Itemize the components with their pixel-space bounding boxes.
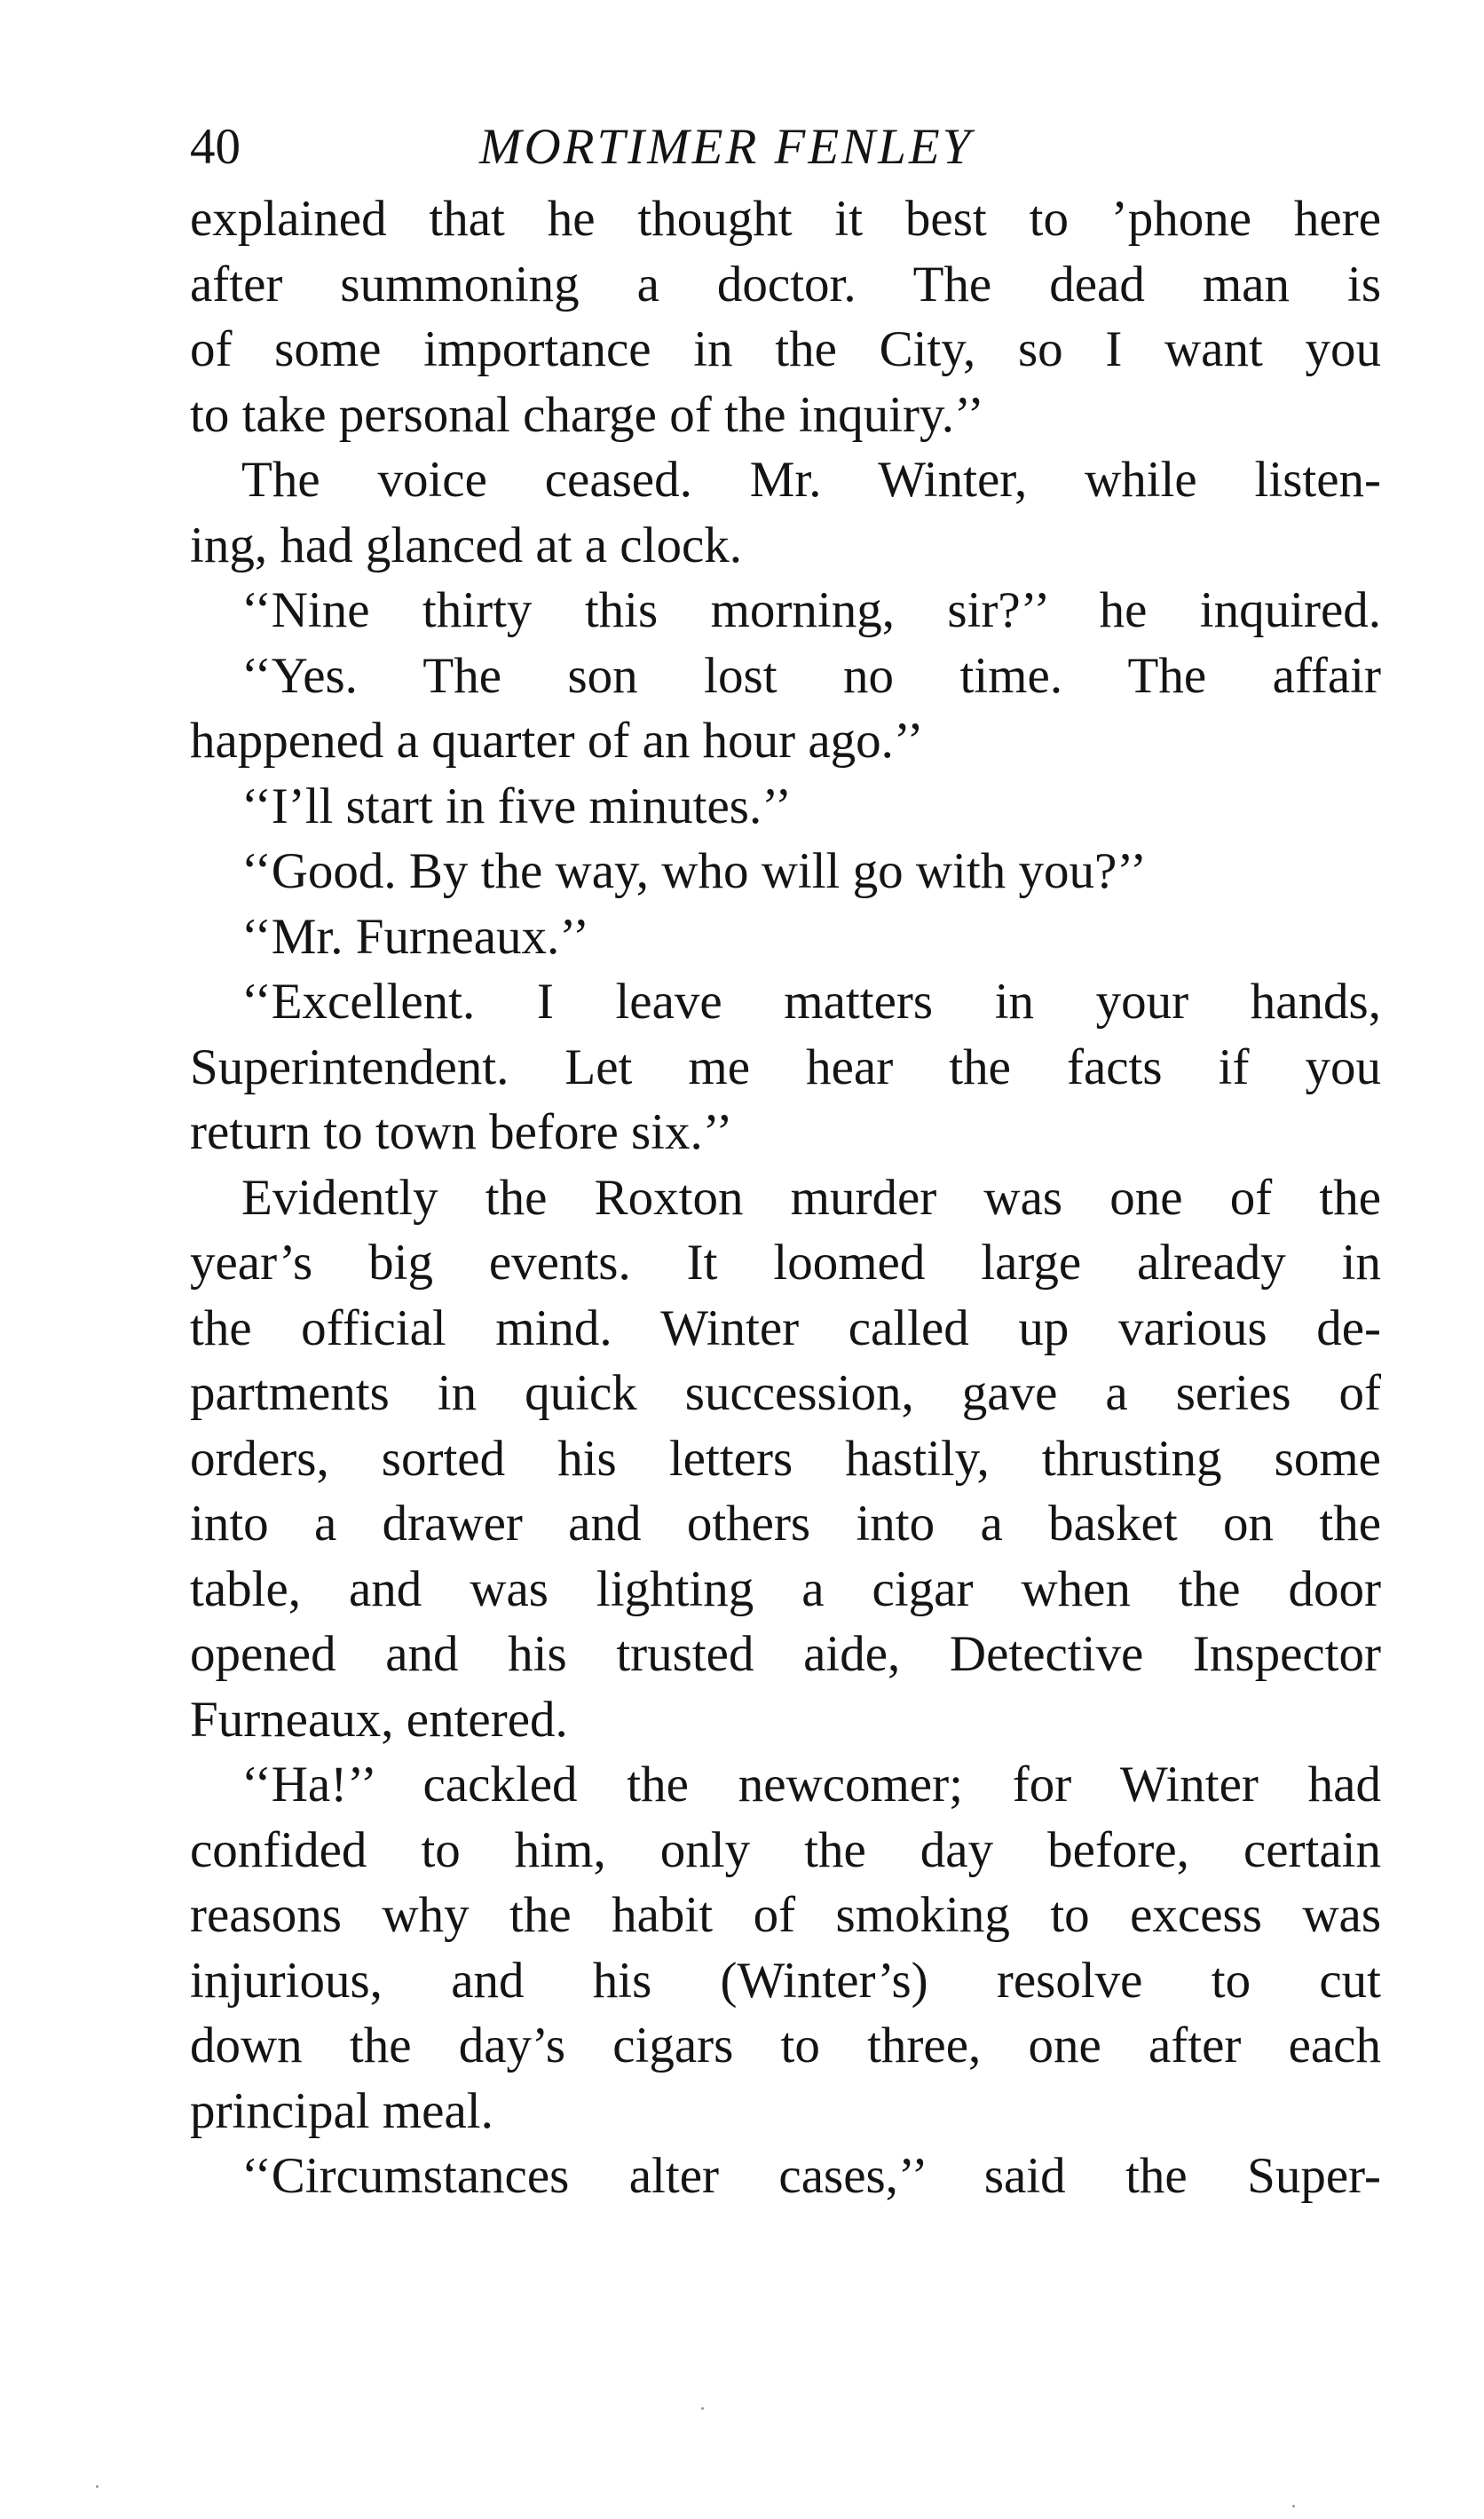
page-speck (701, 2407, 704, 2410)
text-line: into a drawer and others into a basket on the (190, 1496, 1381, 1552)
text-line: reasons why the habit of smoking to excess was (190, 1887, 1381, 1943)
text-line: year’s big events. It loomed large already in (190, 1235, 1381, 1291)
text-line: table, and was lighting a cigar when the door (190, 1560, 1381, 1617)
text-line: ‘‘Mr. Furneaux.’’ (241, 908, 590, 965)
page-speck (1292, 2505, 1295, 2507)
text-line: ‘‘Ha!’’ cackled the newcomer; for Winter had (241, 1757, 1381, 1812)
text-line: partments in quick succession, gave a series of (190, 1365, 1381, 1421)
text-line: confided to him, only the day before, certain (190, 1821, 1381, 1878)
text-line: of some importance in the City, so I want you (190, 321, 1381, 377)
text-line: ‘‘I’ll start in five minutes.’’ (241, 778, 792, 834)
book-page (190, 108, 1381, 2209)
text-line: the official mind. Winter called up various de- (190, 1299, 1381, 1356)
text-line: injurious, and his (Winter’s) resolve to cut (190, 1952, 1381, 2009)
page-speck (96, 2485, 99, 2488)
text-line: The voice ceased. Mr. Winter, while listen- (241, 452, 1381, 508)
text-line: Furneaux, entered. (190, 1691, 568, 1748)
text-line: down the day’s cigars to three, one after each (190, 2018, 1381, 2073)
body-text (190, 186, 1381, 2209)
text-line: orders, sorted his letters hastily, thrusting some (190, 1430, 1381, 1487)
text-line: happened a quarter of an hour ago.’’ (190, 713, 924, 769)
text-line: Evidently the Roxton murder was one of the (241, 1169, 1381, 1226)
text-line: ‘‘Good. By the way, who will go with you?’’ (241, 843, 1148, 899)
text-line: to take personal charge of the inquiry.’’ (190, 386, 984, 443)
text-line: opened and his trusted aide, Detective Inspector (190, 1626, 1381, 1682)
text-line: Superintendent. Let me hear the facts if you (190, 1038, 1381, 1095)
page-number: 40 (190, 119, 241, 175)
text-line: ‘‘Nine thirty this morning, sir?’’ he inquired. (241, 582, 1381, 638)
text-line: after summoning a doctor. The dead man is (190, 256, 1381, 312)
text-line: principal meal. (190, 2082, 493, 2139)
text-line: return to town before six.’’ (190, 1104, 733, 1160)
running-head (190, 108, 1381, 186)
running-title: MORTIMER FENLEY (479, 119, 974, 175)
text-line: ‘‘Circumstances alter cases,’’ said the Super- (241, 2148, 1381, 2204)
text-line: ‘‘Excellent. I leave matters in your hands, (241, 974, 1381, 1030)
text-line: ‘‘Yes. The son lost no time. The affair (241, 647, 1381, 704)
text-line: ing, had glanced at a clock. (190, 517, 742, 573)
text-line: explained that he thought it best to ’phone here (190, 191, 1381, 247)
